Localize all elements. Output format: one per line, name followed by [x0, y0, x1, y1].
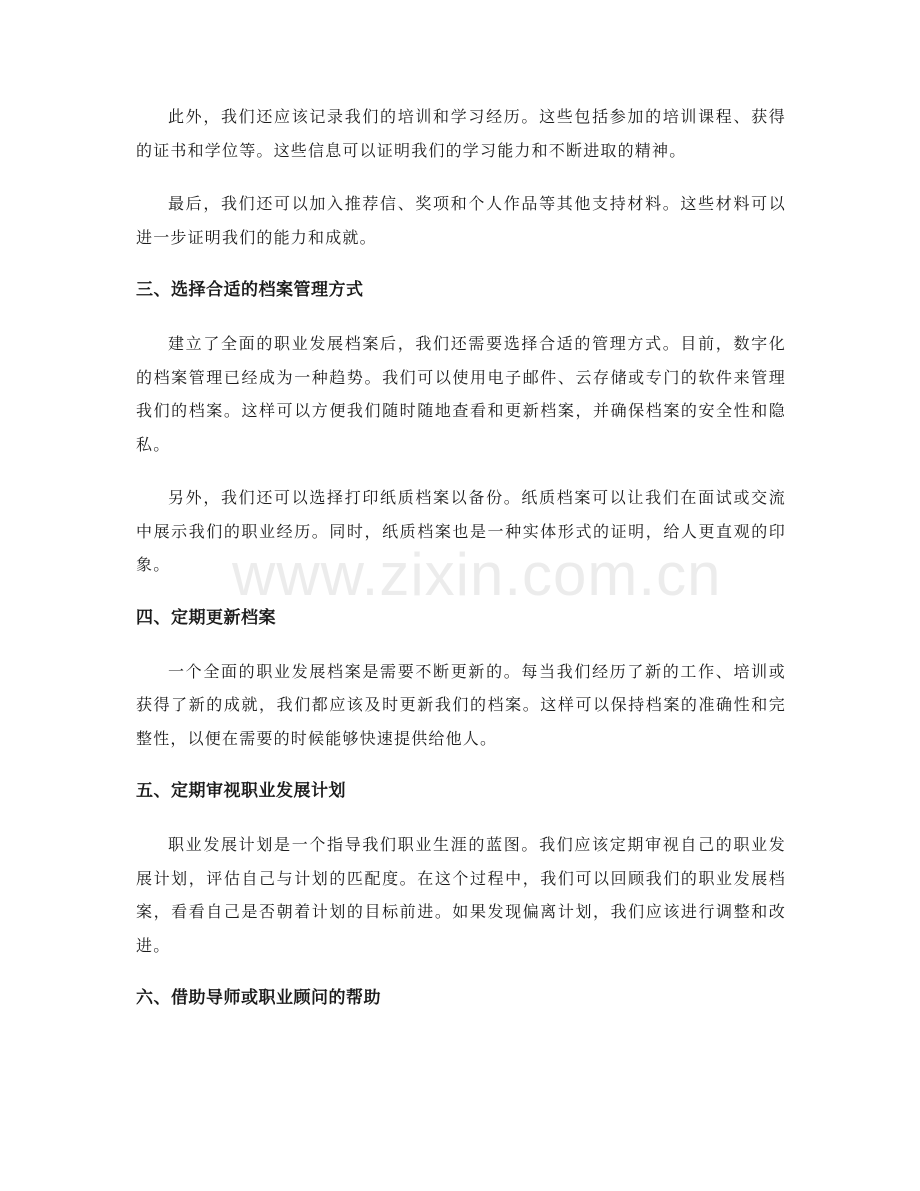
section-heading-6: 六、借助导师或职业顾问的帮助 [136, 988, 381, 1008]
paragraph-review-plan: 职业发展计划是一个指导我们职业生涯的蓝图。我们应该定期审视自己的职业发展计划，评估自己与计划的匹配度。在这个过程中，我们可以回顾我们的职业发展档案，看看自己是否朝着计划的目标前进。如果发现偏离计划，我们应该进行调整和改进。 [136, 835, 786, 955]
watermark-text: www.zixin.com.cn [232, 541, 722, 608]
paragraph-update-archive: 一个全面的职业发展档案是需要不断更新的。每当我们经历了新的工作、培训或获得了新的成就，我们都应该及时更新我们的档案。这样可以保持档案的准确性和完整性，以便在需要的时候能够快速提供给他人。 [136, 661, 786, 748]
paragraph-paper-backup: 另外，我们还可以选择打印纸质档案以备份。纸质档案可以让我们在面试或交流中展示我们的职业经历。同时，纸质档案也是一种实体形式的证明，给人更直观的印象。 [136, 488, 786, 574]
paragraph-supporting-materials: 最后，我们还可以加入推荐信、奖项和个人作品等其他支持材料。这些材料可以进一步证明我们的能力和成就。 [136, 194, 786, 247]
section-heading-4: 四、定期更新档案 [136, 607, 276, 628]
section-heading-5: 五、定期审视职业发展计划 [136, 781, 346, 801]
section-heading-3: 三、选择合适的档案管理方式 [136, 280, 364, 300]
paragraph-training-records: 此外，我们还应该记录我们的培训和学习经历。这些包括参加的培训课程、获得的证书和学位等。这些信息可以证明我们的学习能力和不断进取的精神。 [136, 107, 786, 160]
paragraph-digital-management: 建立了全面的职业发展档案后，我们还需要选择合适的管理方式。目前，数字化的档案管理已经成为一种趋势。我们可以使用电子邮件、云存储或专门的软件来管理我们的档案。这样可以方便我们随时随地查看和更新档案，并确保档案的安全性和隐私。 [136, 334, 786, 454]
